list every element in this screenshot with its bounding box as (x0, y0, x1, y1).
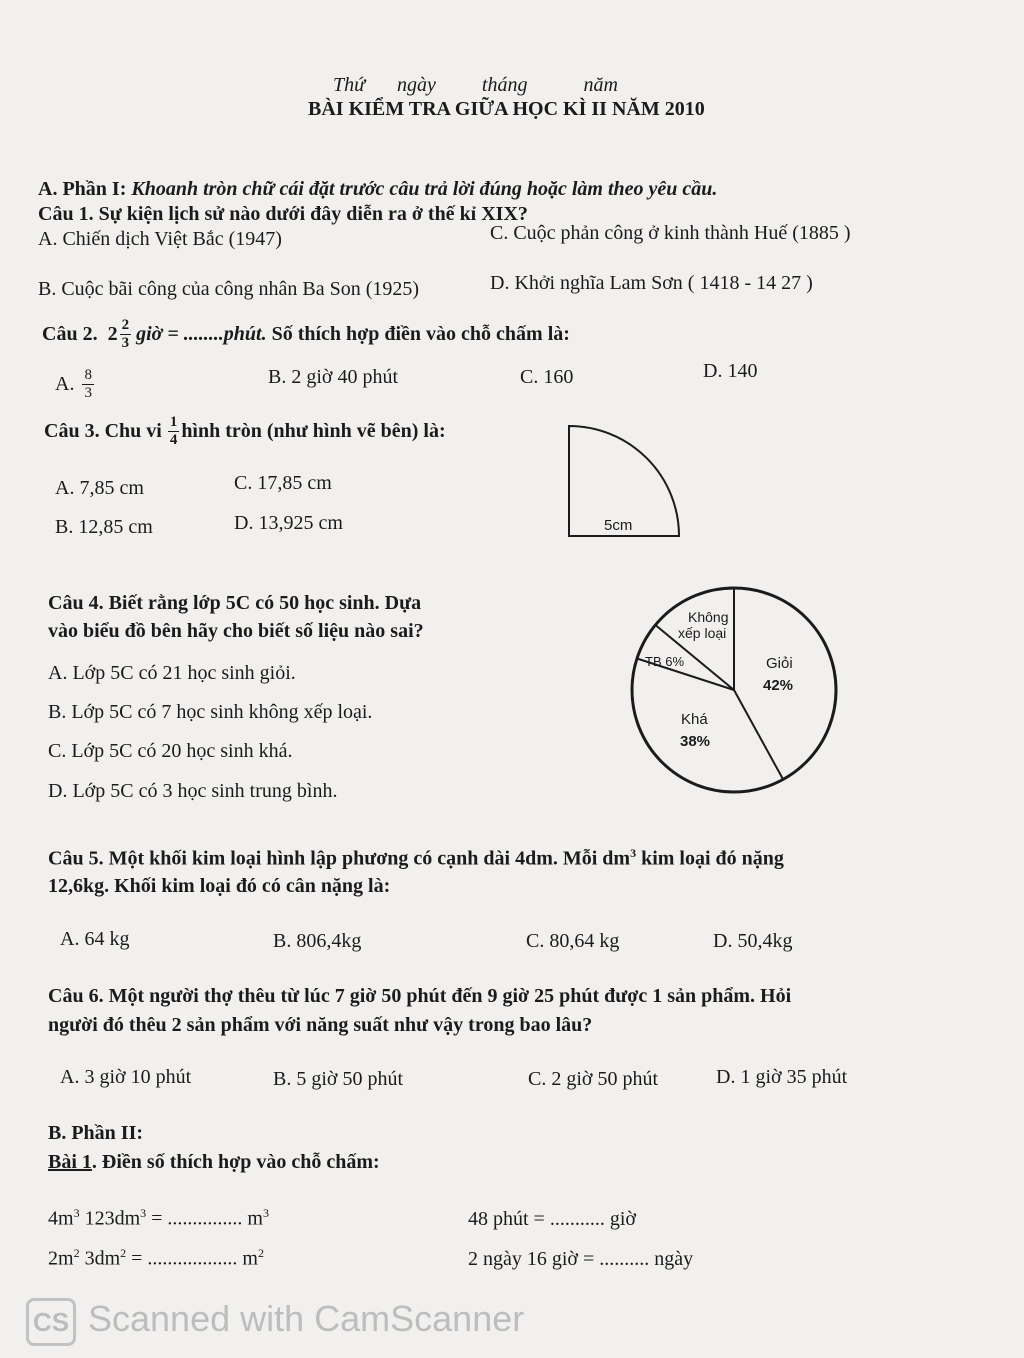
q3-option-c: C. 17,85 cm (234, 472, 332, 494)
q5-line1-b: kim loại đó nặng (641, 847, 784, 870)
e3-b: 3dm (79, 1247, 121, 1270)
q1-question: Câu 1. Sự kiện lịch sử nào dưới đây diễn ra ở thế kỉ XIX? (38, 203, 528, 225)
bai1-text: . Điền số thích hợp vào chỗ chấm: (91, 1151, 380, 1173)
q3-fraction (168, 415, 180, 448)
q2-mixed-denominator: 3 (121, 334, 130, 351)
part2-label: B. Phần II: (48, 1122, 144, 1144)
q5-option-b: B. 806,4kg (273, 930, 362, 952)
q1-option-b: B. Cuộc bãi công của công nhân Ba Son (1925) (38, 278, 420, 300)
label-khong: Không (688, 609, 729, 625)
q2-a-label: A. (55, 372, 75, 395)
radius-label: 5cm (604, 517, 633, 534)
q3-option-d: D. 13,925 cm (234, 512, 343, 534)
q5-option-d: D. 50,4kg (713, 930, 793, 952)
e3-sup1: 2 (73, 1246, 80, 1260)
bai1-label: Bài 1 (48, 1151, 92, 1173)
q2-a-numerator: 8 (84, 366, 92, 383)
q6-option-d: D. 1 giờ 35 phút (716, 1066, 848, 1088)
q2-label: Câu 2. (42, 322, 98, 345)
bai1-heading (48, 1151, 380, 1174)
q2-unit-equation: giờ = ........phút. (136, 322, 267, 345)
e1-c: = ............... m (146, 1207, 263, 1230)
q5-question-line2: 12,6kg. Khối kim loại đó có cân nặng là: (48, 875, 391, 897)
q3-numerator: 1 (169, 413, 178, 430)
exercise-1 (48, 1206, 269, 1231)
q6-option-a: A. 3 giờ 10 phút (60, 1066, 192, 1088)
label-kha: Khá (681, 711, 708, 728)
q6-option-b: B. 5 giờ 50 phút (273, 1068, 404, 1090)
e3-a: 2m (48, 1247, 74, 1270)
q3-prefix: Câu 3. Chu vi (44, 419, 162, 442)
e1-b: 123dm (79, 1207, 141, 1230)
q5-line1-sup: 3 (630, 846, 637, 860)
q2-a-denominator: 3 (84, 384, 92, 401)
e1-sup1: 3 (73, 1206, 80, 1220)
e1-sup3: 3 (262, 1206, 269, 1220)
pie-slice-boundary-1 (734, 690, 783, 779)
q3-question (44, 406, 446, 456)
q2-option-c: C. 160 (520, 366, 574, 388)
label-kha-pct: 38% (680, 733, 711, 750)
exercise-4: 2 ngày 16 giờ = .......... ngày (468, 1248, 694, 1270)
q4-option-c: C. Lớp 5C có 20 học sinh khá. (48, 740, 293, 762)
part1-heading (38, 178, 717, 201)
label-gioi-pct: 42% (763, 677, 794, 694)
date-ngay: ngày (397, 74, 436, 96)
q2-mixed-whole: 2 (107, 322, 118, 345)
q4-option-d: D. Lớp 5C có 3 học sinh trung bình. (48, 780, 338, 802)
page-title: BÀI KIỂM TRA GIỮA HỌC KÌ II NĂM 2010 (308, 98, 705, 120)
q2-option-d: D. 140 (703, 360, 758, 382)
q4-option-b: B. Lớp 5C có 7 học sinh không xếp loại. (48, 701, 373, 723)
exercise-2: 48 phút = ........... giờ (468, 1208, 636, 1230)
quarter-circle-figure (560, 418, 690, 544)
q5-line1-a: Câu 5. Một khối kim loại hình lập phương có cạnh dài 4dm. Mỗi dm (48, 847, 631, 870)
e3-sup2: 2 (120, 1246, 127, 1260)
part1-label: A. Phần I: (38, 178, 127, 200)
q3-suffix: hình tròn (như hình vẽ bên) là: (181, 419, 446, 442)
q1-option-a: A. Chiến dịch Việt Bắc (1947) (38, 228, 282, 250)
q2-mixed-fraction (120, 318, 132, 351)
date-line (333, 74, 618, 97)
q6-option-c: C. 2 giờ 50 phút (528, 1068, 659, 1090)
q5-question-line1 (48, 846, 784, 871)
q2-question (42, 308, 570, 360)
e1-a: 4m (48, 1207, 74, 1230)
date-nam: năm (583, 74, 618, 96)
exercise-3 (48, 1246, 264, 1271)
label-tb: TB 6% (645, 654, 685, 669)
q1-option-c: C. Cuộc phản công ở kinh thành Huế (1885 ) (490, 222, 851, 244)
q6-question-line2: người đó thêu 2 sản phẩm với năng suất như vậy trong bao lâu? (48, 1014, 593, 1036)
q1-option-d: D. Khởi nghĩa Lam Sơn ( 1418 - 14 27 ) (490, 272, 813, 294)
date-thu: Thứ (333, 74, 366, 96)
q3-option-a: A. 7,85 cm (55, 477, 144, 499)
label-xep-loai: xếp loại (678, 625, 727, 641)
q2-rest: Số thích hợp điền vào chỗ chấm là: (271, 322, 570, 345)
e1-sup2: 3 (140, 1206, 147, 1220)
e3-c: = .................. m (126, 1247, 258, 1270)
q2-option-a (55, 358, 96, 410)
q3-option-b: B. 12,85 cm (55, 516, 153, 538)
q4-question-line1: Câu 4. Biết rằng lớp 5C có 50 học sinh. Dựa (48, 592, 422, 614)
q2-mixed-numerator: 2 (121, 316, 130, 333)
camscanner-watermark: Scanned with CamScanner (88, 1298, 525, 1339)
q3-denominator: 4 (169, 431, 178, 448)
part1-instruction: Khoanh tròn chữ cái đặt trước câu trả lời đúng hoặc làm theo yêu cầu. (131, 178, 718, 200)
q5-option-a: A. 64 kg (60, 928, 130, 950)
q2-a-fraction (82, 368, 94, 401)
date-thang: tháng (481, 74, 528, 96)
pie-chart (624, 580, 844, 800)
e3-sup3: 2 (257, 1246, 264, 1260)
camscanner-logo: CS (26, 1298, 76, 1346)
q6-question-line1: Câu 6. Một người thợ thêu từ lúc 7 giờ 50 phút đến 9 giờ 25 phút được 1 sản phẩm. Hỏi (48, 985, 792, 1007)
q4-option-a: A. Lớp 5C có 21 học sinh giỏi. (48, 662, 296, 684)
q4-question-line2: vào biểu đồ bên hãy cho biết số liệu nào sai? (48, 620, 424, 642)
q5-option-c: C. 80,64 kg (526, 930, 620, 952)
label-gioi: Giỏi (766, 655, 793, 672)
q2-option-b: B. 2 giờ 40 phút (268, 366, 399, 388)
